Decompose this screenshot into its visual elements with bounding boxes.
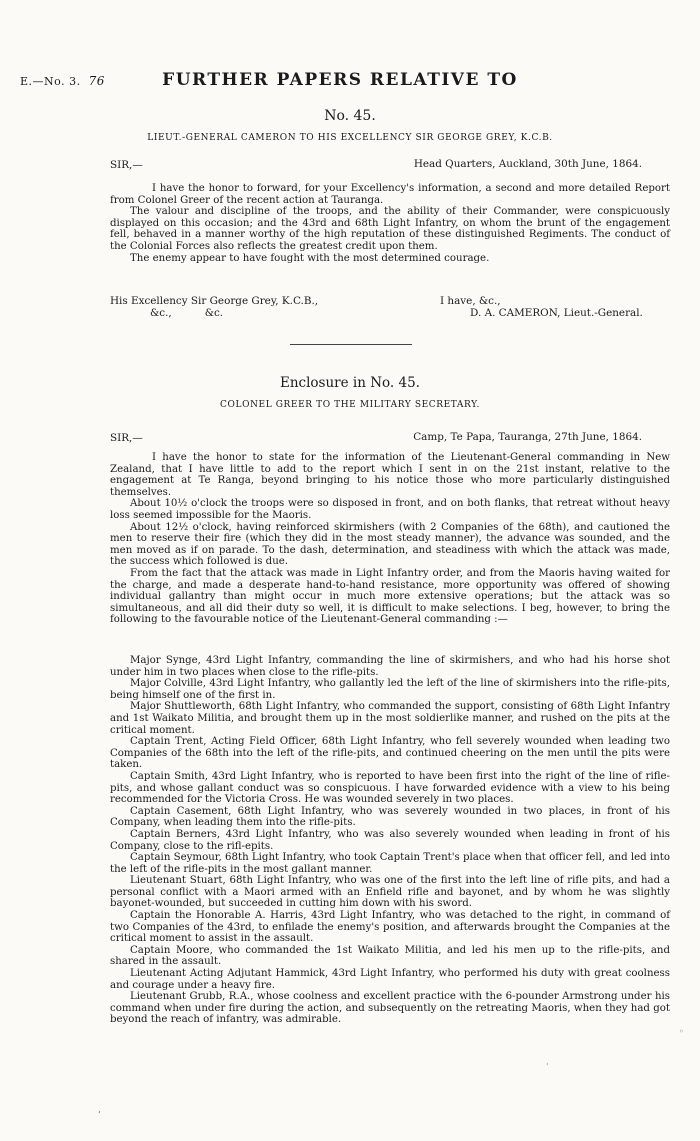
margin-mark: ‘ — [98, 1110, 101, 1119]
mention-paragraph: Major Synge, 43rd Light Infantry, commanding the line of skirmishers, and who had his horse shot under him in two places when close to the rifle-pits. — [110, 655, 670, 678]
letter-heading: LIEUT.-GENERAL CAMERON TO HIS EXCELLENCY SIR GEORGE GREY, K.C.B. — [147, 133, 553, 143]
page-number: 76 — [88, 74, 105, 88]
mention-paragraph: Captain the Honorable A. Harris, 43rd Light Infantry, who was detached to the right, in command of two Companies of the 43rd, to enfilade the enemy's position, and afterwards brought the Companies at the critical moment to assist in the assault. — [110, 910, 670, 945]
salutation: SIR,— — [110, 159, 143, 171]
body-paragraph: The valour and discipline of the troops, and the ability of their Commander, were conspicuously displayed on this occasion; and the 43rd and 68th Light Infantry, on whom the brunt of the engagement fell, behaved in a manner worthy of the high reputation of these distinguished Regiments. The conduct of the Colonial Forces also reflects the greatest credit upon them. — [110, 206, 670, 252]
signature: D. A. CAMERON, Lieut.-General. — [470, 307, 643, 319]
mention-paragraph: Lieutenant Stuart, 68th Light Infantry, who was one of the first into the left line of rifle pits, and had a personal conflict with a Maori armed with an Enfield rifle and bayonet, and by whom he was slightly bayonet-wounded, but succeeded in cutting him down with his sword. — [110, 875, 670, 910]
body-paragraph: About 12½ o'clock, having reinforced skirmishers (with 2 Companies of the 68th), and cautioned the men to reserve their fire (which they did in the most steady manner), the advance was sounded, and the men moved as if on parade. To the dash, determination, and steadiness with which the attack was made, the success which followed is due. — [110, 521, 670, 568]
body-paragraph: From the fact that the attack was made in Light Infantry order, and from the Maoris having waited for the charge, and made a desperate hand-to-hand resistance, more opportunity was offered of showing individual gallantry than might occur in much more extensive operations; but the attack was so simultaneous, and all did their duty so well, it is difficult to make selections. I beg, however, to bring the following to the favourable notice of the Lieutenant-General commanding :— — [110, 567, 670, 626]
page-header — [20, 70, 660, 92]
enclosure-title: Enclosure in No. 45. — [280, 375, 420, 391]
place-date: Head Quarters, Auckland, 30th June, 1864. — [413, 158, 642, 170]
mention-paragraph: Captain Seymour, 68th Light Infantry, who took Captain Trent's place when that officer fell, and led into the left of the rifle-pits in the most gallant manner. — [110, 852, 670, 875]
closing: I have, &c., — [440, 295, 501, 307]
mention-paragraph: Captain Smith, 43rd Light Infantry, who is reported to have been first into the right of the line of rifle-pits, and whose gallant conduct was so conspicuous. I have forwarded evidence with a view to his being recommended for the Victoria Cross. He was wounded severely in two places. — [110, 770, 670, 806]
section-divider — [290, 344, 412, 345]
salutation: SIR,— — [110, 432, 143, 444]
body-paragraph: The enemy appear to have fought with the most determined courage. — [130, 252, 490, 264]
mention-paragraph: Captain Berners, 43rd Light Infantry, who was also severely wounded when leading in front of his Company, close to the rifl-epits. — [110, 828, 670, 852]
body-paragraph: I have the honor to forward, for your Excellency's information, a second and more detailed Report from Colonel Greer of the recent action at Tauranga. — [110, 183, 670, 206]
mention-paragraph: Major Shuttleworth, 68th Light Infantry, who commanded the support, consisting of 68th Light Infantry and 1st Waikato Militia, and brought them up in the most soldierlike manner, and rushed on the pits at the critical moment. — [110, 701, 670, 736]
running-title: FURTHER PAPERS RELATIVE TO — [162, 70, 518, 90]
margin-mark: · — [546, 1060, 549, 1069]
enclosure-body — [110, 452, 670, 626]
document-number: No. 45. — [324, 108, 376, 124]
addressee-line: &c., &c. — [150, 307, 224, 319]
mention-paragraph: Captain Casement, 68th Light Infantry, who was severely wounded in two places, in front of his Company, when leading them into the rifle-pits. — [110, 805, 670, 829]
mentions-list — [110, 655, 670, 1026]
mention-paragraph: Captain Moore, who commanded the 1st Waikato Militia, and led his men up to the rifle-pits, and shared in the assault. — [110, 944, 670, 968]
mention-paragraph: Lieutenant Acting Adjutant Hammick, 43rd Light Infantry, who performed his duty with great coolness and courage under a heavy fire. — [110, 968, 670, 991]
enclosure-heading: COLONEL GREER TO THE MILITARY SECRETARY. — [220, 400, 480, 410]
place-date: Camp, Te Papa, Tauranga, 27th June, 1864. — [413, 431, 642, 443]
mention-paragraph: Captain Trent, Acting Field Officer, 68th Light Infantry, who fell severely wounded when leading two Companies of the 68th into the left of the rifle-pits, and continued cheering on the men until the pits were taken. — [110, 736, 670, 771]
mention-paragraph: Major Colville, 43rd Light Infantry, who gallantly led the left of the line of skirmishers into the rifle-pits, being himself one of the first in. — [110, 678, 670, 701]
margin-mark: ◦ — [679, 1027, 684, 1036]
mention-paragraph: Lieutenant Grubb, R.A., whose coolness and excellent practice with the 6-pounder Armstrong under his command when under fire during the action, and subsequently on the retreating Maoris, when they had got beyond the reach of infantry, was admirable. — [110, 991, 670, 1026]
page-ref-code: E.—No. 3. — [20, 75, 81, 88]
letter-body — [110, 183, 670, 264]
body-paragraph: About 10½ o'clock the troops were so disposed in front, and on both flanks, that retreat without heavy loss seemed impossible for the Maoris. — [110, 498, 670, 521]
body-paragraph: I have the honor to state for the information of the Lieutenant-General commanding in New Zealand, that I have little to add to the report which I sent in on the 21st instant, relative to the engagement at Te Ranga, beyond bringing to his notice those who more particularly distinguished themselves. — [110, 452, 670, 498]
addressee-line: His Excellency Sir George Grey, K.C.B., — [110, 295, 319, 307]
